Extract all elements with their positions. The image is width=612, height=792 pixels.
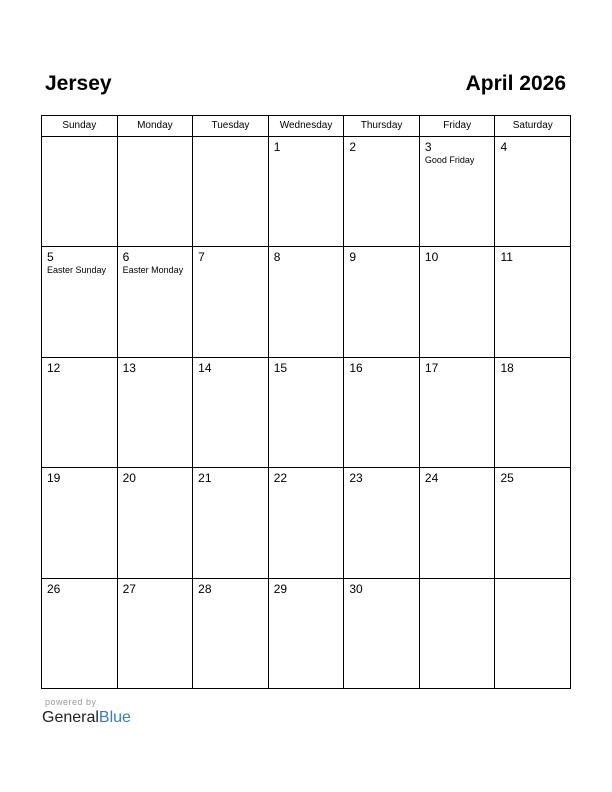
day-cell	[118, 468, 194, 577]
day-cell	[344, 247, 420, 356]
day-number: 7	[198, 250, 205, 265]
day-cell	[118, 358, 194, 467]
day-cell	[495, 137, 570, 246]
day-cell	[344, 358, 420, 467]
day-number: 19	[47, 471, 61, 486]
day-number: 10	[424, 250, 439, 265]
day-cell	[420, 137, 496, 246]
day-number: 15	[273, 360, 288, 375]
day-cell	[269, 579, 345, 688]
day-cell	[495, 247, 570, 356]
weekday-monday: Monday	[118, 116, 194, 136]
day-cell	[344, 137, 420, 246]
day-cell	[193, 247, 269, 356]
day-number: 28	[198, 581, 212, 596]
day-cell	[118, 247, 194, 356]
day-number: 4	[500, 140, 508, 154]
day-number: 1	[273, 140, 281, 154]
brand-name-part2: Blue	[98, 709, 131, 726]
day-cell	[495, 468, 570, 577]
day-number: 9	[349, 250, 356, 265]
calendar-grid	[41, 115, 571, 689]
day-cell	[344, 579, 420, 688]
holiday-label: Easter Monday	[122, 265, 184, 276]
day-cell	[269, 468, 345, 577]
day-number: 30	[349, 581, 363, 596]
day-number: 11	[500, 250, 513, 265]
week-row	[42, 247, 570, 357]
day-cell	[193, 137, 269, 246]
day-cell	[193, 579, 269, 688]
day-number: 17	[424, 360, 439, 375]
day-cell	[420, 358, 496, 467]
day-cell	[118, 137, 194, 246]
day-number: 18	[500, 360, 514, 375]
day-number: 25	[500, 471, 514, 486]
brand-name-part1: General	[42, 709, 99, 726]
weekday-saturday: Saturday	[512, 120, 553, 131]
generalblue-logo[interactable]	[42, 708, 131, 728]
day-number: 26	[47, 581, 61, 596]
day-number: 24	[424, 471, 439, 486]
day-cell	[420, 468, 496, 577]
weekday-sunday: Sunday	[42, 116, 118, 136]
calendar-weeks	[42, 137, 570, 688]
day-cell	[42, 137, 118, 246]
day-cell	[420, 579, 496, 688]
weekday-wednesday: Wednesday	[269, 116, 345, 136]
day-cell	[495, 358, 570, 467]
day-cell	[42, 579, 118, 688]
day-cell	[42, 358, 118, 467]
week-row	[42, 468, 570, 578]
week-row	[42, 358, 570, 468]
day-number: 14	[198, 360, 212, 375]
holiday-label: Easter Sunday	[47, 265, 107, 276]
day-cell	[42, 247, 118, 356]
powered-by-text: powered by	[45, 697, 97, 707]
day-number: 12	[47, 360, 61, 375]
day-number: 20	[122, 471, 136, 486]
weekday-header-row	[42, 116, 570, 137]
weekday-friday: Friday	[420, 116, 496, 136]
day-cell	[42, 468, 118, 577]
week-row	[42, 579, 570, 688]
weekday-tuesday: Tuesday	[193, 116, 269, 136]
day-number: 6	[122, 250, 130, 265]
day-cell	[269, 358, 345, 467]
month-year-title: April 2026	[465, 72, 566, 95]
day-cell	[344, 468, 420, 577]
day-number: 3	[424, 140, 432, 154]
day-number: 5	[47, 250, 54, 265]
day-number: 16	[349, 360, 363, 375]
day-cell	[118, 579, 194, 688]
week-row	[42, 137, 570, 247]
day-cell	[193, 468, 269, 577]
day-number: 8	[273, 250, 281, 265]
day-cell	[193, 358, 269, 467]
day-number: 27	[122, 581, 136, 596]
day-cell	[269, 247, 345, 356]
day-number: 29	[273, 581, 288, 596]
holiday-label: Good Friday	[424, 155, 475, 165]
day-number: 23	[349, 471, 363, 486]
day-cell	[495, 579, 570, 688]
day-number: 21	[198, 471, 212, 486]
region-title: Jersey	[45, 72, 112, 95]
day-cell	[420, 247, 496, 356]
day-number: 2	[349, 140, 356, 154]
day-number: 22	[273, 471, 288, 486]
day-cell	[269, 137, 345, 246]
weekday-thursday: Thursday	[344, 116, 420, 136]
day-number: 13	[122, 360, 136, 375]
